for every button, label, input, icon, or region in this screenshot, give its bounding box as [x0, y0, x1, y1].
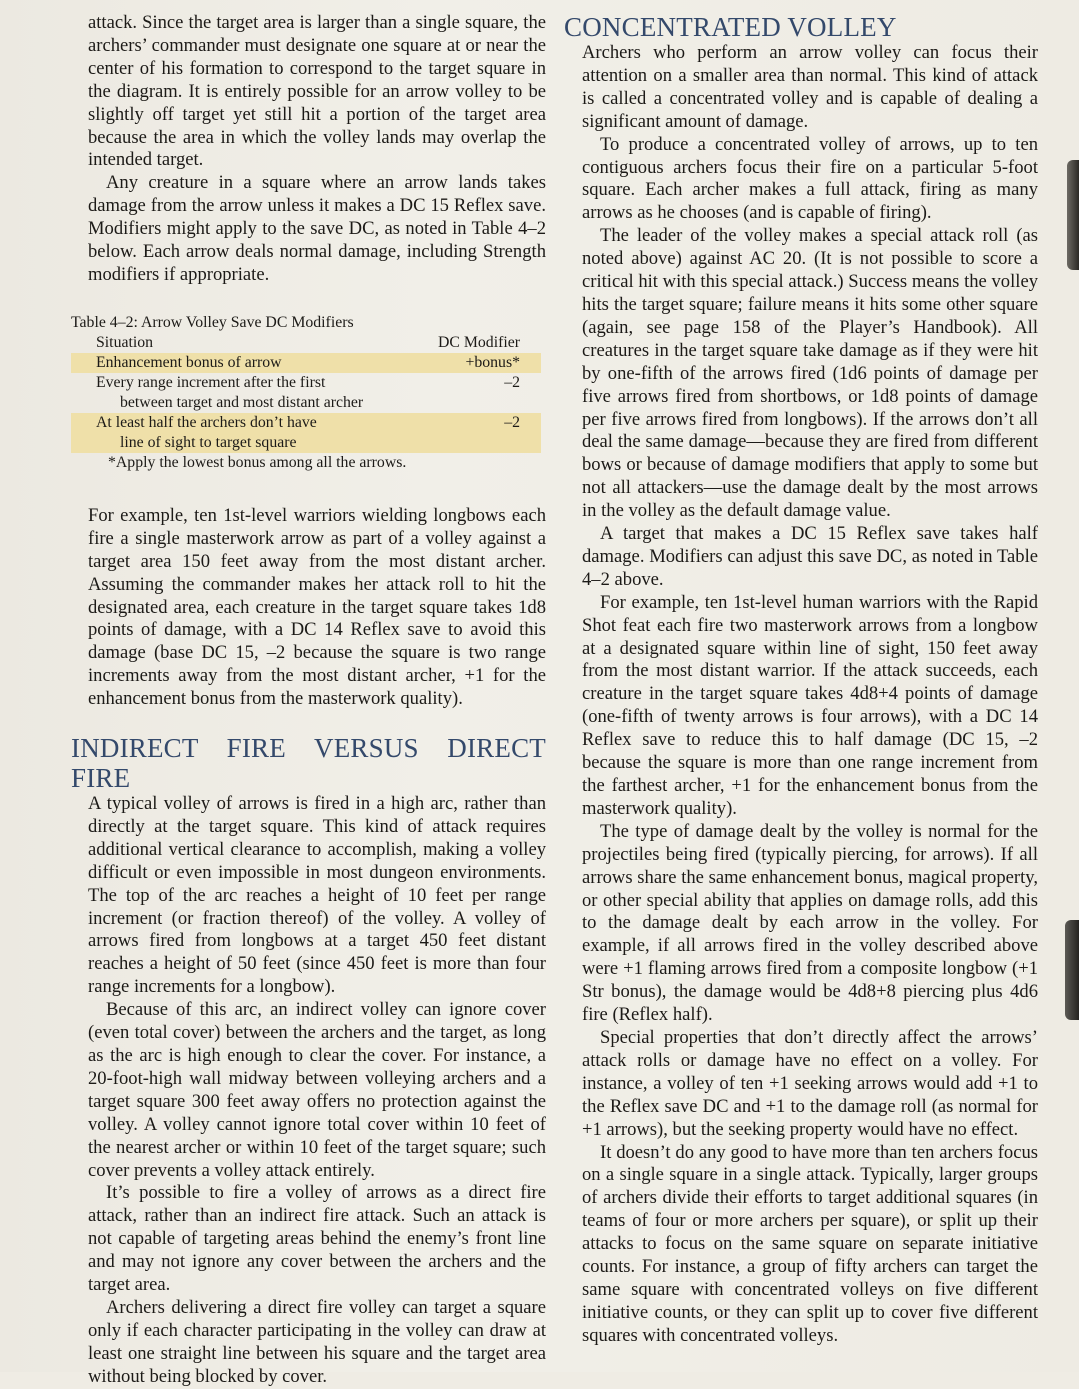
paragraph: Archers who perform an arrow volley can focus their attention on a smaller area than normal. This kind of attack is called a concentrated volley and is capable of dealing a significant amount of damage. [582, 42, 1038, 132]
row-situation-continued: between target and most distant archer [120, 393, 364, 411]
row-situation-cell [96, 373, 504, 413]
paragraph: The type of damage dealt by the volley is normal for the projectiles being fired (typically piercing, for arrows). If all arrows share the same enhancement bonus, magical property, or other special ability that applies on damage rolls, add this to the damage dealt by each arrow in the volley. For example, if all arrows fired in the volley described above were +1 flaming arrows fired from a composite longbow (+1 Str bonus), the damage would be 4d8+8 piercing plus 4d6 fire (Reflex half). [582, 820, 1038, 1026]
paragraph: To produce a concentrated volley of arrows, up to ten contiguous archers focus their fire on a particular 5-foot square. Each archer makes a full attack, firing as many arrows as he chooses (and is capable of firing). [582, 133, 1038, 224]
section-heading: INDIRECT FIRE VERSUS DIRECT FIRE [71, 733, 546, 794]
table-footnote: *Apply the lowest bonus among all the arrows. [108, 453, 407, 471]
row-situation: Enhancement bonus of arrow [96, 353, 282, 371]
right-column [564, 12, 1038, 1348]
column-header-modifier: DC Modifier [437, 333, 520, 351]
paragraph: It’s possible to fire a volley of arrows as a direct fire attack, rather than an indirect fire attack. Such an attack is not capable of targeting areas behind the enemy’s front line and may not ignore any cover between the archers and the target area. [88, 1182, 546, 1296]
row-modifier: –2 [504, 413, 520, 431]
table-title: Table 4–2: Arrow Volley Save DC Modifiers [71, 313, 354, 331]
row-modifier: +bonus* [465, 353, 520, 371]
table-row [71, 353, 541, 373]
section-heading: CONCENTRATED VOLLEY [564, 12, 897, 42]
left-column [71, 12, 546, 1389]
paragraph: For example, ten 1st-level human warriors with the Rapid Shot feat each fire two masterwork arrows from a longbow at a designated square within line of sight, 150 feet away from the most distant warrior. If the attack succeeds, each creature in the target square takes 4d8+4 points of damage (one-fifth of twenty arrows is four arrows), with a DC 14 Reflex save to reduce this to half damage (DC 15, –2 because the square is more than one range increment from the farthest archer, +1 for the enhancement bonus from the masterwork quality). [582, 591, 1038, 819]
paragraph: It doesn’t do any good to have more than ten archers focus on a single square in a single attack. Typically, larger groups of archers divide their efforts to target additional squares (in teams of four or more archers per square), or split up their attacks to focus on the same square on separate initiative counts. For instance, a group of fifty archers can target the same square with concentrated volleys on five different initiative counts, or they can split up to cover five different squares with concentrated volleys. [582, 1141, 1038, 1346]
paragraph: Any creature in a square where an arrow lands takes damage from the arrow unless it makes a DC 15 Reflex save. Modifiers might apply to the save DC, as noted in Table 4–2 below. Each arrow deals normal damage, including Strength modifiers if appropriate. [88, 172, 546, 285]
column-header-situation: Situation [96, 333, 154, 351]
row-situation: At least half the archers don’t have [96, 413, 317, 431]
paragraph: Special properties that don’t directly affect the arrows’ attack rolls or damage have no effect on a volley. For instance, a volley of ten +1 seeking arrows would add +1 to the Reflex save DC and +1 to the damage roll (as normal for +1 arrows), but the seeking property would have no effect. [582, 1026, 1038, 1140]
row-situation-continued: line of sight to target square [120, 433, 297, 451]
paragraph: A typical volley of arrows is fired in a high arc, rather than directly at the target square. This kind of attack requires additional vertical clearance to accomplish, making a volley difficult or even impossible in most dungeon environments. The top of the arc reaches a height of 10 feet per range increment (or fraction thereof) of the volley. A volley of arrows fired from longbows at a target 450 feet distant reaches a height of 50 feet (since 450 feet is more than four range increments for a longbow). [88, 793, 546, 998]
page-edge-tab [1065, 920, 1079, 1020]
paragraph: A target that makes a DC 15 Reflex save takes half damage. Modifiers can adjust this save DC, as noted in Table 4–2 above. [582, 523, 1038, 590]
page-edge-tab [1067, 160, 1079, 270]
paragraph: attack. Since the target area is larger than a single square, the archers’ commander must designate one square at or near the center of his formation to correspond to the target square in the diagram. It is entirely possible for an arrow volley to be slightly off target yet still hit a portion of the target area because the area in which the volley lands may overlap the intended target. [88, 12, 546, 171]
row-modifier: –2 [504, 373, 520, 391]
table-row [71, 373, 541, 413]
row-situation-cell [96, 413, 504, 453]
paragraph: For example, ten 1st-level warriors wielding longbows each fire a single masterwork arrow as part of a volley against a target area 150 feet away from the most distant archer. Assuming the commander makes her attack roll to hit the designated area, each creature in the target square takes 1d8 points of damage, with a DC 14 Reflex save to avoid this damage (base DC 15, –2 because the square is two range increments away from the most distant archer, +1 for the enhancement bonus from the masterwork quality). [88, 504, 546, 710]
paragraph: Because of this arc, an indirect volley can ignore cover (even total cover) between the archers and the target, as long as the arc is high enough to clear the cover. For instance, a 20-foot-high wall midway between volleying archers and a target square 300 feet away offers no protection against the volley. A volley cannot ignore total cover within 10 feet of the nearest archer or within 10 feet of the target square; such cover prevents a volley attack entirely. [88, 999, 546, 1181]
row-situation: Every range increment after the first [96, 373, 326, 391]
dc-modifier-table [71, 313, 541, 473]
table-row [71, 413, 541, 453]
paragraph: Archers delivering a direct fire volley can target a square only if each character participating in the volley can draw at least one straight line between his square and the target area without being blocked by cover. [88, 1296, 546, 1387]
paragraph: The leader of the volley makes a special attack roll (as noted above) against AC 20. (It is not possible to score a critical hit with this special attack.) Success means the volley hits the target square; failure means it hits some other square (again, see page 158 of the Player’s Handbook). All creatures in the target square take damage as if they were hit by one-fifth of the arrows fired (1d6 points of damage per five arrows fired from shortbows, or 1d8 points of damage per five arrows fired from longbows). If the arrows don’t all deal the same damage—because they are fired from different bows or because of damage modifiers that apply to some but not all attackers—use the damage dealt by the most arrows in the volley as the default damage value. [582, 225, 1038, 522]
table-header-row [71, 333, 541, 353]
